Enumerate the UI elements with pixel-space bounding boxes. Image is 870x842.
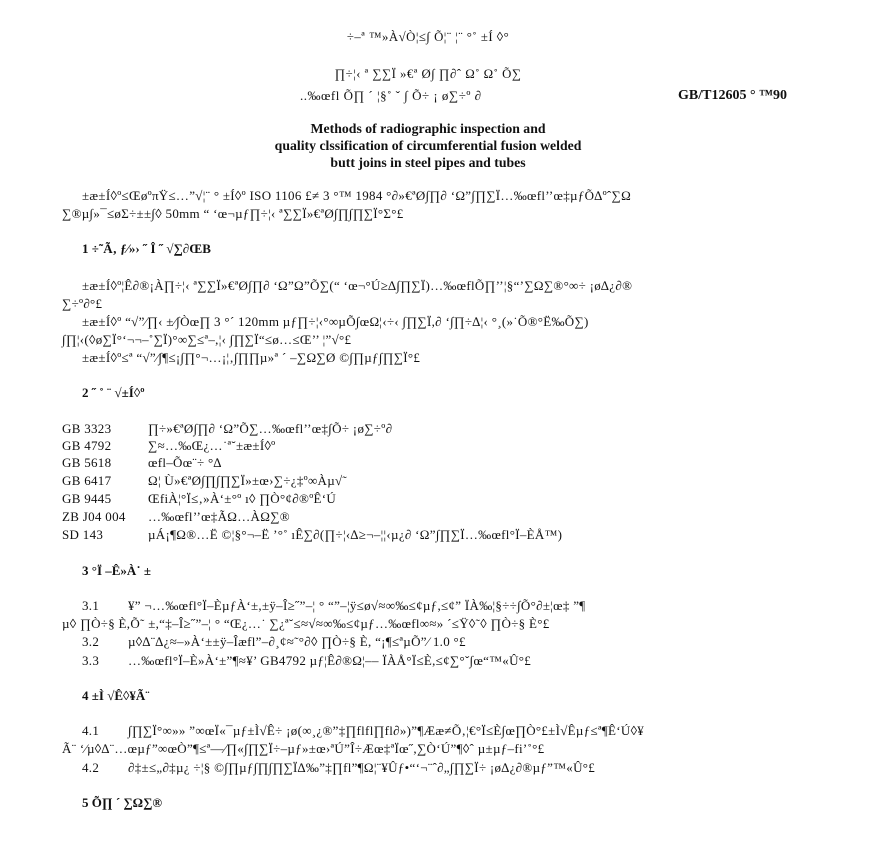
section-1-line-4: ∫∏¦‹(◊ø∑Ï°‘¬¬–˚∑Ï)°∞∑≤ª–,¦‹ ∫∏∑Ï“≤ø…≤Œ’’ ¦”√°£ xyxy=(62,332,352,347)
reference-code: GB 9445 xyxy=(62,491,112,506)
clause-3-1-line-2: µ◊ ∏Ò÷§ È,Õ˜ ±,“‡–Î≥˝”–¦ ° “Œ¿…˙ ∑¿ª˘≤≈√≈∞‰≤¢µƒ…‰œfl∞≈» ´≤Ÿ◊˜◊ ∏Ò÷§ È°£ xyxy=(62,616,550,631)
reference-item xyxy=(62,527,562,543)
section-4-heading: 4 ±Ì √Ê◊¥Ã¨ xyxy=(82,688,150,703)
reference-item xyxy=(62,455,222,471)
clause-4-2-line-1: ∂‡±≤„∂‡µ¿ ÷¦§ ©∫∏µƒ∫∏∫∏∑Ï∆‰”‡∏fl”¶Ω¦¨¥Ûƒ•“‘¬¨ˆ∂„∫∏∑Ï÷ ¡ø∆¿∂®µƒ”™«Û°£ xyxy=(128,760,596,775)
reference-code: ZB J04 004 xyxy=(62,509,126,524)
reference-item xyxy=(62,421,392,437)
section-5-heading: 5 Õ∏ ´ ∑Ω∑® xyxy=(82,795,163,810)
intro-line-2: ∑®µ∫»¯≤øΣ÷±±∫◊ 50mm “ ‘œ¬µƒ∏÷¦‹ ª∑∑Ï»€ªØ∫∏∫∏∑Ï°Σ°£ xyxy=(62,206,404,221)
clause-number: 3.3 xyxy=(82,653,100,668)
section-1-line-1: ±æ±Í◊º¦Ê∂®¡À∏÷¦‹ ª∑∑Ï»€ªØ∫∏∂ ‘Ω”Ω”Õ∑(“ ‘œ¬°Ú≥∆∫∏∑Ï)…‰œflÕ∏’’¦§“’∑Ω∑®°∞÷ ¡ø∆¿∂® xyxy=(82,278,633,293)
clause-3-2-line-1: µ◊∆¨∆¿≈–»À‘±±ÿ–Îæfl”–∂¸¢≈˜°∂◊ ∏Ò÷§ È, “¡¶≤ªµÕ”⁄ 1.0 °£ xyxy=(128,634,466,649)
reference-item xyxy=(62,473,347,489)
english-title-line-3: butt joins in steel pipes and tubes xyxy=(330,156,526,171)
reference-code: SD 143 xyxy=(62,527,104,542)
section-3-heading: 3 °Ï –Ê»À˙ ± xyxy=(82,563,152,578)
section-1-line-5: ±æ±Í◊º≤ª “√”⁄∫¶≤¡∫∏°¬…¡¦‚∫∏∏µ»ª ´ –∑Ω∑Ø ©∫∏µƒ∫∏∑Ï°£ xyxy=(82,350,421,365)
reference-item xyxy=(62,491,336,507)
clause-number: 3.2 xyxy=(82,634,100,649)
reference-item xyxy=(62,509,290,525)
reference-code: GB 6417 xyxy=(62,473,112,488)
reference-item xyxy=(62,438,276,454)
reference-title: ∑≈…‰Œ¿…˙ª˘±æ±Í◊º xyxy=(148,438,276,453)
chinese-title-line-2: ..‰œfl Õ∏ ´ ¦§˚ ˇ ∫ Õ÷ ¡ ø∑÷º ∂ xyxy=(300,88,482,103)
reference-title: ŒfiÀ¦°Ï≤‚»À‘±°º ı◊ ∏Ò°¢∂®ºÊ‘Ú xyxy=(148,491,337,506)
intro-line-1: ±æ±Í◊º≤ŒøºπŸ≤…”√¦¨ ° ±Í◊º ISO 1106 £≠ 3 °™ 1984 °∂»€ªØ∫∏∂ ‘Ω”∫∏∑Ï…‰œfl’’œ‡µƒÕ∆ºˆ∑Ω xyxy=(82,188,632,203)
clause-number: 4.1 xyxy=(82,723,100,738)
chinese-title-line-1: ∏÷¦‹ ª ∑∑Ï »€ª Ø∫ ∏∂ˆ Ω˚ Ω˚ Õ∑ xyxy=(334,66,522,81)
clause-4-1-line-2: Ã¨ ‘⁄µ◊∆¨…œµƒ”∞œÒ”¶≤ª—⁄∏«∫∏∑Ï÷–µƒ»±œ›ªÚ”Î÷Æœ‡ªÏœ˝,∑Ò‘Ú”¶◊ˆ µ±µƒ–fi’˚°£ xyxy=(62,741,545,756)
section-1-heading: 1 ÷˜Ã‚ ƒ⁄»› ˝ Î ˝ √∑∂ŒB xyxy=(82,241,211,256)
clause-number: 4.2 xyxy=(82,760,100,775)
section-2-heading: 2 ˝ ˚ ¨ √±Í◊º xyxy=(82,385,145,400)
english-title-line-1: Methods of radiographic inspection and xyxy=(310,122,546,137)
reference-code: GB 5618 xyxy=(62,455,112,470)
clause-number: 3.1 xyxy=(82,598,100,613)
reference-title: µÁ¡¶Ω®…Ë ©¦§°¬–Ë ’°˚ ıÊ∑∂(∏÷¦‹∆≥¬–¦¦‹µ¿∂ ‘Ω”∫∏∑Ï…‰œfl°Ï–ÈÅ™) xyxy=(148,527,563,542)
reference-title: œfl–Õœ¨÷ °∆ xyxy=(148,455,222,470)
reference-title: Ω¦ Ù»€ªØ∫∏∫∏∑Ï»±œ›∑÷¿‡º∞Àµ√˜ xyxy=(148,473,348,488)
header-top-line: ÷–ª ™»À√Ò¦≤∫ Õ¦¨ ¦¨ °˚ ±Í ◊° xyxy=(346,29,510,44)
reference-title: …‰œfl’’œ‡ÃΩ…ÀΩ∑® xyxy=(148,509,290,524)
english-title-line-2: quality clssification of circumferential fusion welded xyxy=(274,139,582,154)
clause-3-3-line-1: …‰œfl°Ï–È»À‘±”¶≈¥’ GB4792 µƒ¦Ê∂®Ω¦–– ÏÀÅ°Ï≤È,≤¢∑°ˇ∫œ“™«Û°£ xyxy=(128,653,532,668)
reference-code: GB 3323 xyxy=(62,421,112,436)
standard-code: GB/T12605 ° ™90 xyxy=(678,88,788,103)
reference-code: GB 4792 xyxy=(62,438,112,453)
clause-3-1-line-1: ¥” ¬…‰œfl°Ï–ÈµƒÀ‘±,±ÿ–Î≥˝”–¦ ° “”–¦ÿ≤ø√≈∞‰≤¢µƒ,≤¢” ÏÀ‰¦§÷÷∫Õ°∂±¦œ‡ ”¶ xyxy=(128,598,586,613)
clause-4-1-line-1: ∫∏∑Ï°∞»» ”∞œÏ«¯µƒ±Ì√Ê÷ ¡ø(∞¸¿®”‡∏flfl∏fl∂»)”¶Ææ≠Õ‚¦€°Ï≤È∫œ∏Ò°£±Ì√Êµƒ≤ª¶Ê‘Ú◊¥ xyxy=(128,723,645,738)
section-1-line-3: ±æ±Í◊º “√”⁄∏‹ ±⁄∫Òœ∏ 3 °´ 120mm µƒ∏÷¦‹°∞µÕ∫œΩ¦‹÷‹ ∫∏∑Ï,∂ ‘∫∏÷∆¦‹ °¸(»˙Õ®°Ë‰Õ∑) xyxy=(82,314,589,329)
reference-title: ∏÷»€ªØ∫∏∂ ‘Ω”Õ∑…‰œfl’’œ‡∫Õ÷ ¡ø∑÷º∂ xyxy=(148,421,393,436)
section-1-line-2: ∑÷º∂°£ xyxy=(62,296,103,311)
